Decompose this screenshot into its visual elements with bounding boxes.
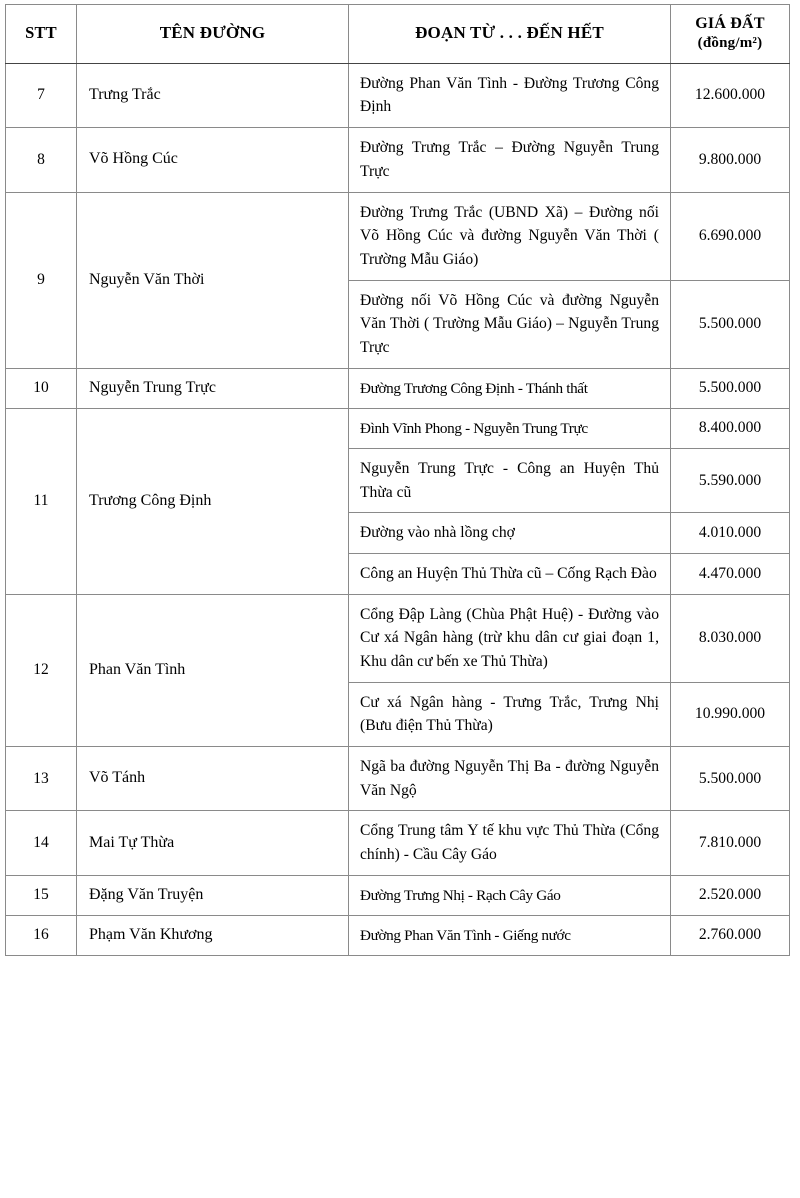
table-header (6, 5, 790, 64)
cell-price: 8.400.000 (671, 408, 790, 448)
cell-segment: Cổng Đập Làng (Chùa Phật Huệ) - Đường vào Cư xá Ngân hàng (trừ khu dân cư giai đoạn 1, Khu dân cư bến xe Thủ Thừa) (349, 594, 671, 682)
cell-stt: 7 (6, 63, 77, 127)
column-header-price (671, 5, 790, 64)
cell-price: 8.030.000 (671, 594, 790, 682)
cell-segment: Đường Phan Văn Tình - Đường Trương Công Định (349, 63, 671, 127)
column-header-stt: STT (6, 5, 77, 64)
cell-segment: Đường Phan Văn Tình - Giếng nước (349, 915, 671, 955)
table-row (6, 594, 790, 682)
cell-segment: Đường Trưng Trắc (UBND Xã) – Đường nối Võ Hồng Cúc và đường Nguyễn Văn Thời ( Trường Mẫu Giáo) (349, 192, 671, 280)
cell-price: 6.690.000 (671, 192, 790, 280)
cell-price: 5.500.000 (671, 280, 790, 368)
table-row (6, 128, 790, 192)
table-row (6, 811, 790, 875)
table-body (6, 63, 790, 955)
cell-street-name: Mai Tự Thừa (77, 811, 349, 875)
cell-stt: 16 (6, 915, 77, 955)
cell-price: 4.470.000 (671, 553, 790, 594)
cell-segment: Nguyễn Trung Trực - Công an Huyện Thủ Thừa cũ (349, 448, 671, 512)
column-header-segment: ĐOẠN TỪ . . . ĐẾN HẾT (349, 5, 671, 64)
table-row (6, 368, 790, 408)
cell-street-name: Trưng Trắc (77, 63, 349, 127)
cell-segment: Đình Vĩnh Phong - Nguyễn Trung Trực (349, 408, 671, 448)
table-row (6, 408, 790, 448)
cell-stt: 8 (6, 128, 77, 192)
table-row (6, 63, 790, 127)
cell-segment: Cổng Trung tâm Y tế khu vực Thủ Thừa (Cổng chính) - Cầu Cây Gáo (349, 811, 671, 875)
table-row (6, 192, 790, 280)
cell-stt: 15 (6, 875, 77, 915)
cell-street-name: Phạm Văn Khương (77, 915, 349, 955)
table-row (6, 915, 790, 955)
column-header-name: TÊN ĐƯỜNG (77, 5, 349, 64)
cell-price: 5.500.000 (671, 368, 790, 408)
cell-price: 2.760.000 (671, 915, 790, 955)
cell-stt: 9 (6, 192, 77, 368)
cell-stt: 12 (6, 594, 77, 746)
cell-segment: Đường vào nhà lồng chợ (349, 513, 671, 554)
cell-segment: Đường nối Võ Hồng Cúc và đường Nguyễn Văn Thời ( Trường Mẫu Giáo) – Nguyễn Trung Trực (349, 280, 671, 368)
cell-street-name: Võ Tánh (77, 747, 349, 811)
cell-segment: Đường Trương Công Định - Thánh thất (349, 368, 671, 408)
cell-segment: Đường Trưng Trắc – Đường Nguyễn Trung Trực (349, 128, 671, 192)
cell-price: 5.500.000 (671, 747, 790, 811)
cell-price: 4.010.000 (671, 513, 790, 554)
cell-price: 10.990.000 (671, 682, 790, 746)
cell-price: 7.810.000 (671, 811, 790, 875)
table-row (6, 875, 790, 915)
cell-stt: 10 (6, 368, 77, 408)
cell-street-name: Đặng Văn Truyện (77, 875, 349, 915)
cell-segment: Công an Huyện Thủ Thừa cũ – Cống Rạch Đào (349, 553, 671, 594)
column-header-price-title: GIÁ ĐẤT (695, 15, 765, 32)
cell-stt: 11 (6, 408, 77, 594)
cell-street-name: Nguyễn Trung Trực (77, 368, 349, 408)
cell-segment: Cư xá Ngân hàng - Trưng Trắc, Trưng Nhị (Bưu điện Thủ Thừa) (349, 682, 671, 746)
cell-segment: Ngã ba đường Nguyễn Thị Ba - đường Nguyễn Văn Ngộ (349, 747, 671, 811)
cell-price: 9.800.000 (671, 128, 790, 192)
cell-segment: Đường Trưng Nhị - Rạch Cây Gáo (349, 875, 671, 915)
cell-street-name: Võ Hồng Cúc (77, 128, 349, 192)
column-header-price-unit: (đồng/m²) (697, 35, 763, 51)
cell-street-name: Phan Văn Tình (77, 594, 349, 746)
cell-stt: 13 (6, 747, 77, 811)
cell-price: 2.520.000 (671, 875, 790, 915)
land-price-table (5, 4, 790, 956)
cell-stt: 14 (6, 811, 77, 875)
cell-price: 5.590.000 (671, 448, 790, 512)
cell-price: 12.600.000 (671, 63, 790, 127)
cell-street-name: Trương Công Định (77, 408, 349, 594)
table-row (6, 747, 790, 811)
header-row (6, 5, 790, 64)
cell-street-name: Nguyễn Văn Thời (77, 192, 349, 368)
